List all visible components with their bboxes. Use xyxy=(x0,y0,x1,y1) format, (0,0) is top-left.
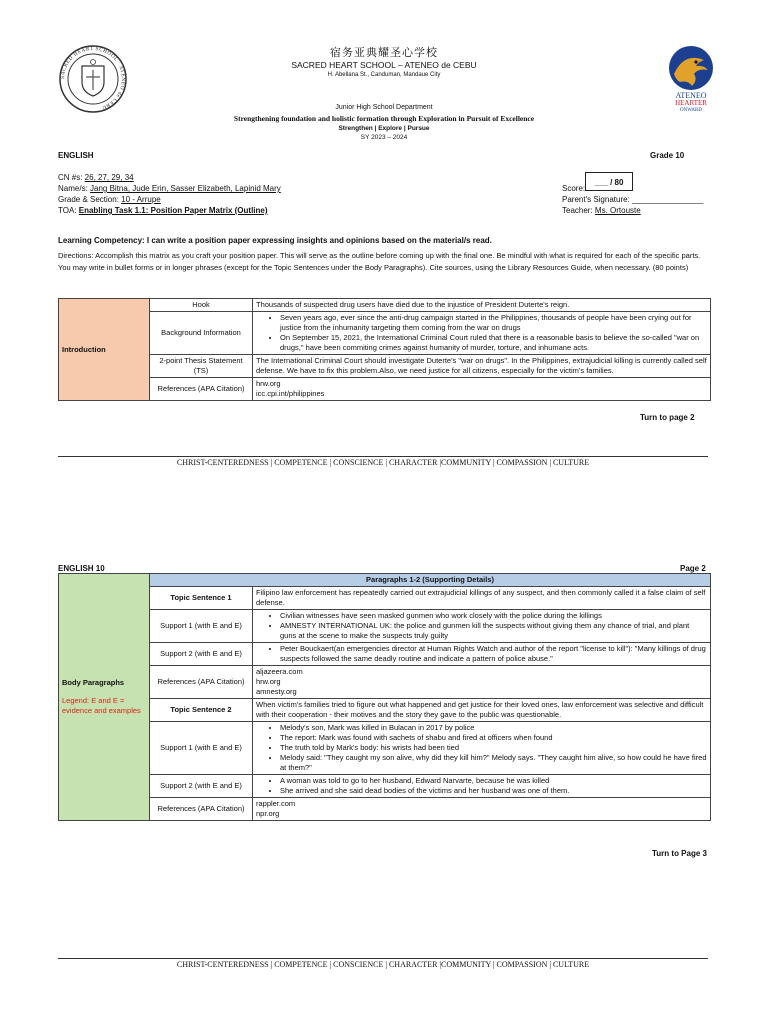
body-label-cell xyxy=(59,574,150,821)
list-item: • She arrived and she said dead bodies of the victims and her husband was one of them. xyxy=(280,786,707,796)
list-item: • A woman was told to go to her husband, Edward Narvarte, because he was killed xyxy=(280,776,707,786)
score-label: Score: xyxy=(562,184,586,193)
thesis-text: The International Criminal Court should investigate Duterte's "war on drugs". In the Philippines, extrajudicial killing is currently called self defense. We have to fix this problem.Also, we need justice for all citizens, especially for the victim's families. xyxy=(253,355,711,378)
topic-sentence-2-text: When victim's families tried to figure out what happened and get justice for their loved ones, law enforcement was selective and difficult with their cooperation - their motives and the story they gave to the public was questionable. xyxy=(253,699,711,722)
names-line: Name/s: Jang Bitna, Jude Erin, Sasser Elizabeth, Lapinid Mary xyxy=(58,184,281,193)
page-number: Page 2 xyxy=(680,564,706,573)
support-3-label: Support 1 (with E and E) xyxy=(150,722,253,775)
list-item: • Melody said: "They caught my son alive, why did they kill him?" Melody says. "They caught him alive, so how could he have fired at them?" xyxy=(280,753,707,773)
parent-signature: Parent's Signature: ________________ xyxy=(562,195,704,204)
subject-label: ENGLISH xyxy=(58,151,94,160)
reference-line: hrw.org xyxy=(256,677,281,686)
hook-text: Thousands of suspected drug users have died due to the injustice of President Duterte's reign. xyxy=(253,299,711,312)
subject-label-p2: ENGLISH 10 xyxy=(58,564,105,573)
references-1-label: References (APA Citation) xyxy=(150,666,253,699)
section-header: Paragraphs 1-2 (Supporting Details) xyxy=(150,574,711,587)
list-item: • On September 15, 2021, the International Criminal Court ruled that there is a reasonable basis to believe the so-called "war on drugs," have been commiting crimes against humanity of murder, torture, and inhumane acts. xyxy=(280,333,707,353)
background-row xyxy=(59,312,711,355)
list-item: • The truth told by Mark's body: his wrists had been tied xyxy=(280,743,707,753)
ateneo-eagle-logo xyxy=(660,44,722,112)
reference-line: rappler.com xyxy=(256,799,296,808)
teacher-value: Ms. Ortouste xyxy=(594,206,641,215)
footer-divider xyxy=(58,456,708,457)
list-item: • Seven years ago, ever since the anti-drug campaign started in the Philippines, thousands of people have been crying out for justice from the inhumanity targeting them coming from the war on drugs xyxy=(280,313,707,333)
legend: Legend: E and E = evidence and examples xyxy=(62,696,141,715)
reference-line: icc.cpi.int/philippines xyxy=(256,389,325,398)
reference-line: amnesty.org xyxy=(256,687,297,696)
directions: Directions: Accomplish this matrix as you craft your position paper. This will serve as the outline before coming up with the final one. Be mindful with what is required for each of the specific parts. You may write in bullet forms or in longer phrases (except for the Topic Sentences under the Body Paragraphs). Cite sources, using the Library Resources Guide, when necessary. (80 points) xyxy=(58,251,701,272)
motto-sub: Strengthen | Explore | Pursue xyxy=(338,125,430,132)
topic-sentence-1-row xyxy=(59,587,711,610)
reference-line: aljazeera.com xyxy=(256,667,303,676)
introduction-matrix xyxy=(58,298,711,401)
core-values-footer: CHRIST-CENTEREDNESS | COMPETENCE | CONSCIENCE | CHARACTER |COMMUNITY | COMPASSION | CULTURE xyxy=(176,458,590,467)
footer-divider xyxy=(58,958,708,959)
hook-label: Hook xyxy=(150,299,253,312)
school-chinese-name: 宿务亚典耀圣心学校 xyxy=(330,46,438,59)
body-label: Body Paragraphs xyxy=(62,678,125,687)
section-line: Grade & Section: 10 - Arrupe xyxy=(58,195,161,204)
cn-line: CN #s: 26, 27, 29, 34 xyxy=(58,173,134,182)
body-matrix xyxy=(58,573,711,821)
cn-value: 26, 27, 29, 34 xyxy=(84,173,134,182)
list-item: • Peter Bouckaert(an emergencies director at Human Rights Watch and author of the report "license to kill"): "Many killings of drug suspects followed the same deadly routine and indicate a pattern of police abuse." xyxy=(280,644,707,664)
school-name: SACRED HEART SCHOOL – ATENEO de CEBU xyxy=(291,60,477,70)
support-1-label: Support 1 (with E and E) xyxy=(150,610,253,643)
references-1-row xyxy=(59,666,711,699)
references-2-row xyxy=(59,798,711,821)
background-label: Background Information xyxy=(150,312,253,355)
toa-line: TOA: Enabling Task 1.1: Position Paper Matrix (Outline) xyxy=(58,206,268,215)
core-values-footer: CHRIST-CENTEREDNESS | COMPETENCE | CONSCIENCE | CHARACTER |COMMUNITY | COMPASSION | CULTURE xyxy=(176,960,590,969)
list-item: • The report: Mark was found with sachets of shabu and fired at officers when found xyxy=(280,733,707,743)
svg-text:HEARTER: HEARTER xyxy=(675,99,707,107)
reference-line: hrw.org xyxy=(256,379,281,388)
tagline: Strengthening foundation and holistic formation through Exploration in Pursuit of Excellence xyxy=(233,114,535,123)
learning-competency: Learning Competency: I can write a position paper expressing insights and opinions based on the material/s read. xyxy=(58,236,492,245)
department: Junior High School Department xyxy=(335,104,433,111)
references-row xyxy=(59,378,711,401)
support-4-row xyxy=(59,775,711,798)
turn-to-page-3: Turn to Page 3 xyxy=(652,849,707,858)
references-label: References (APA Citation) xyxy=(150,378,253,401)
thesis-label: 2-point Thesis Statement (TS) xyxy=(150,355,253,378)
score-box: ___ / 80 xyxy=(585,172,633,191)
support-2-row xyxy=(59,643,711,666)
topic-sentence-1-label: Topic Sentence 1 xyxy=(150,587,253,610)
svg-text:SACRED HEART SCHOOL · ATENEO d: SACRED HEART SCHOOL · ATENEO de CEBU xyxy=(59,45,127,111)
hook-row xyxy=(59,299,711,312)
support-3-row xyxy=(59,722,711,775)
list-item: • Melody's son, Mark was killed in Bulacan in 2017 by police xyxy=(280,723,707,733)
support-1-row xyxy=(59,610,711,643)
toa-value: Enabling Task 1.1: Position Paper Matrix (Outline) xyxy=(78,206,268,215)
list-item: • AMNESTY INTERNATIONAL UK: the police and gunmen kill the suspects without giving them any chance of trial, and plant guns at the scene to make the suspects truly guilty xyxy=(280,621,707,641)
names-value: Jang Bitna, Jude Erin, Sasser Elizabeth, Lapinid Mary xyxy=(90,184,281,193)
svg-text:ATENEO: ATENEO xyxy=(675,91,707,100)
topic-sentence-2-label: Topic Sentence 2 xyxy=(150,699,253,722)
school-year: SY 2023 – 2024 xyxy=(360,134,408,141)
svg-text:ONWARD: ONWARD xyxy=(680,108,702,112)
grade-label: Grade 10 xyxy=(650,151,685,160)
intro-label: Introduction xyxy=(59,299,150,401)
topic-sentence-2-row xyxy=(59,699,711,722)
reference-line: npr.org xyxy=(256,809,280,818)
list-item: • Civilian witnesses have seen masked gunmen who work closely with the police during the killings xyxy=(280,611,707,621)
background-list xyxy=(256,313,707,353)
teacher-line: Teacher: Ms. Ortouste xyxy=(562,206,641,215)
school-address: H. Abellana St., Canduman, Mandaue City xyxy=(327,72,441,78)
support-2-label: Support 2 (with E and E) xyxy=(150,643,253,666)
references-2-label: References (APA Citation) xyxy=(150,798,253,821)
support-4-label: Support 2 (with E and E) xyxy=(150,775,253,798)
thesis-row xyxy=(59,355,711,378)
turn-to-page-2: Turn to page 2 xyxy=(640,413,695,422)
section-value: 10 - Arrupe xyxy=(121,195,161,204)
topic-sentence-1-text: Filipino law enforcement has repeatedly carried out extrajudicial killings of any suspect, and then commonly called it a false claim of self defense. xyxy=(253,587,711,610)
